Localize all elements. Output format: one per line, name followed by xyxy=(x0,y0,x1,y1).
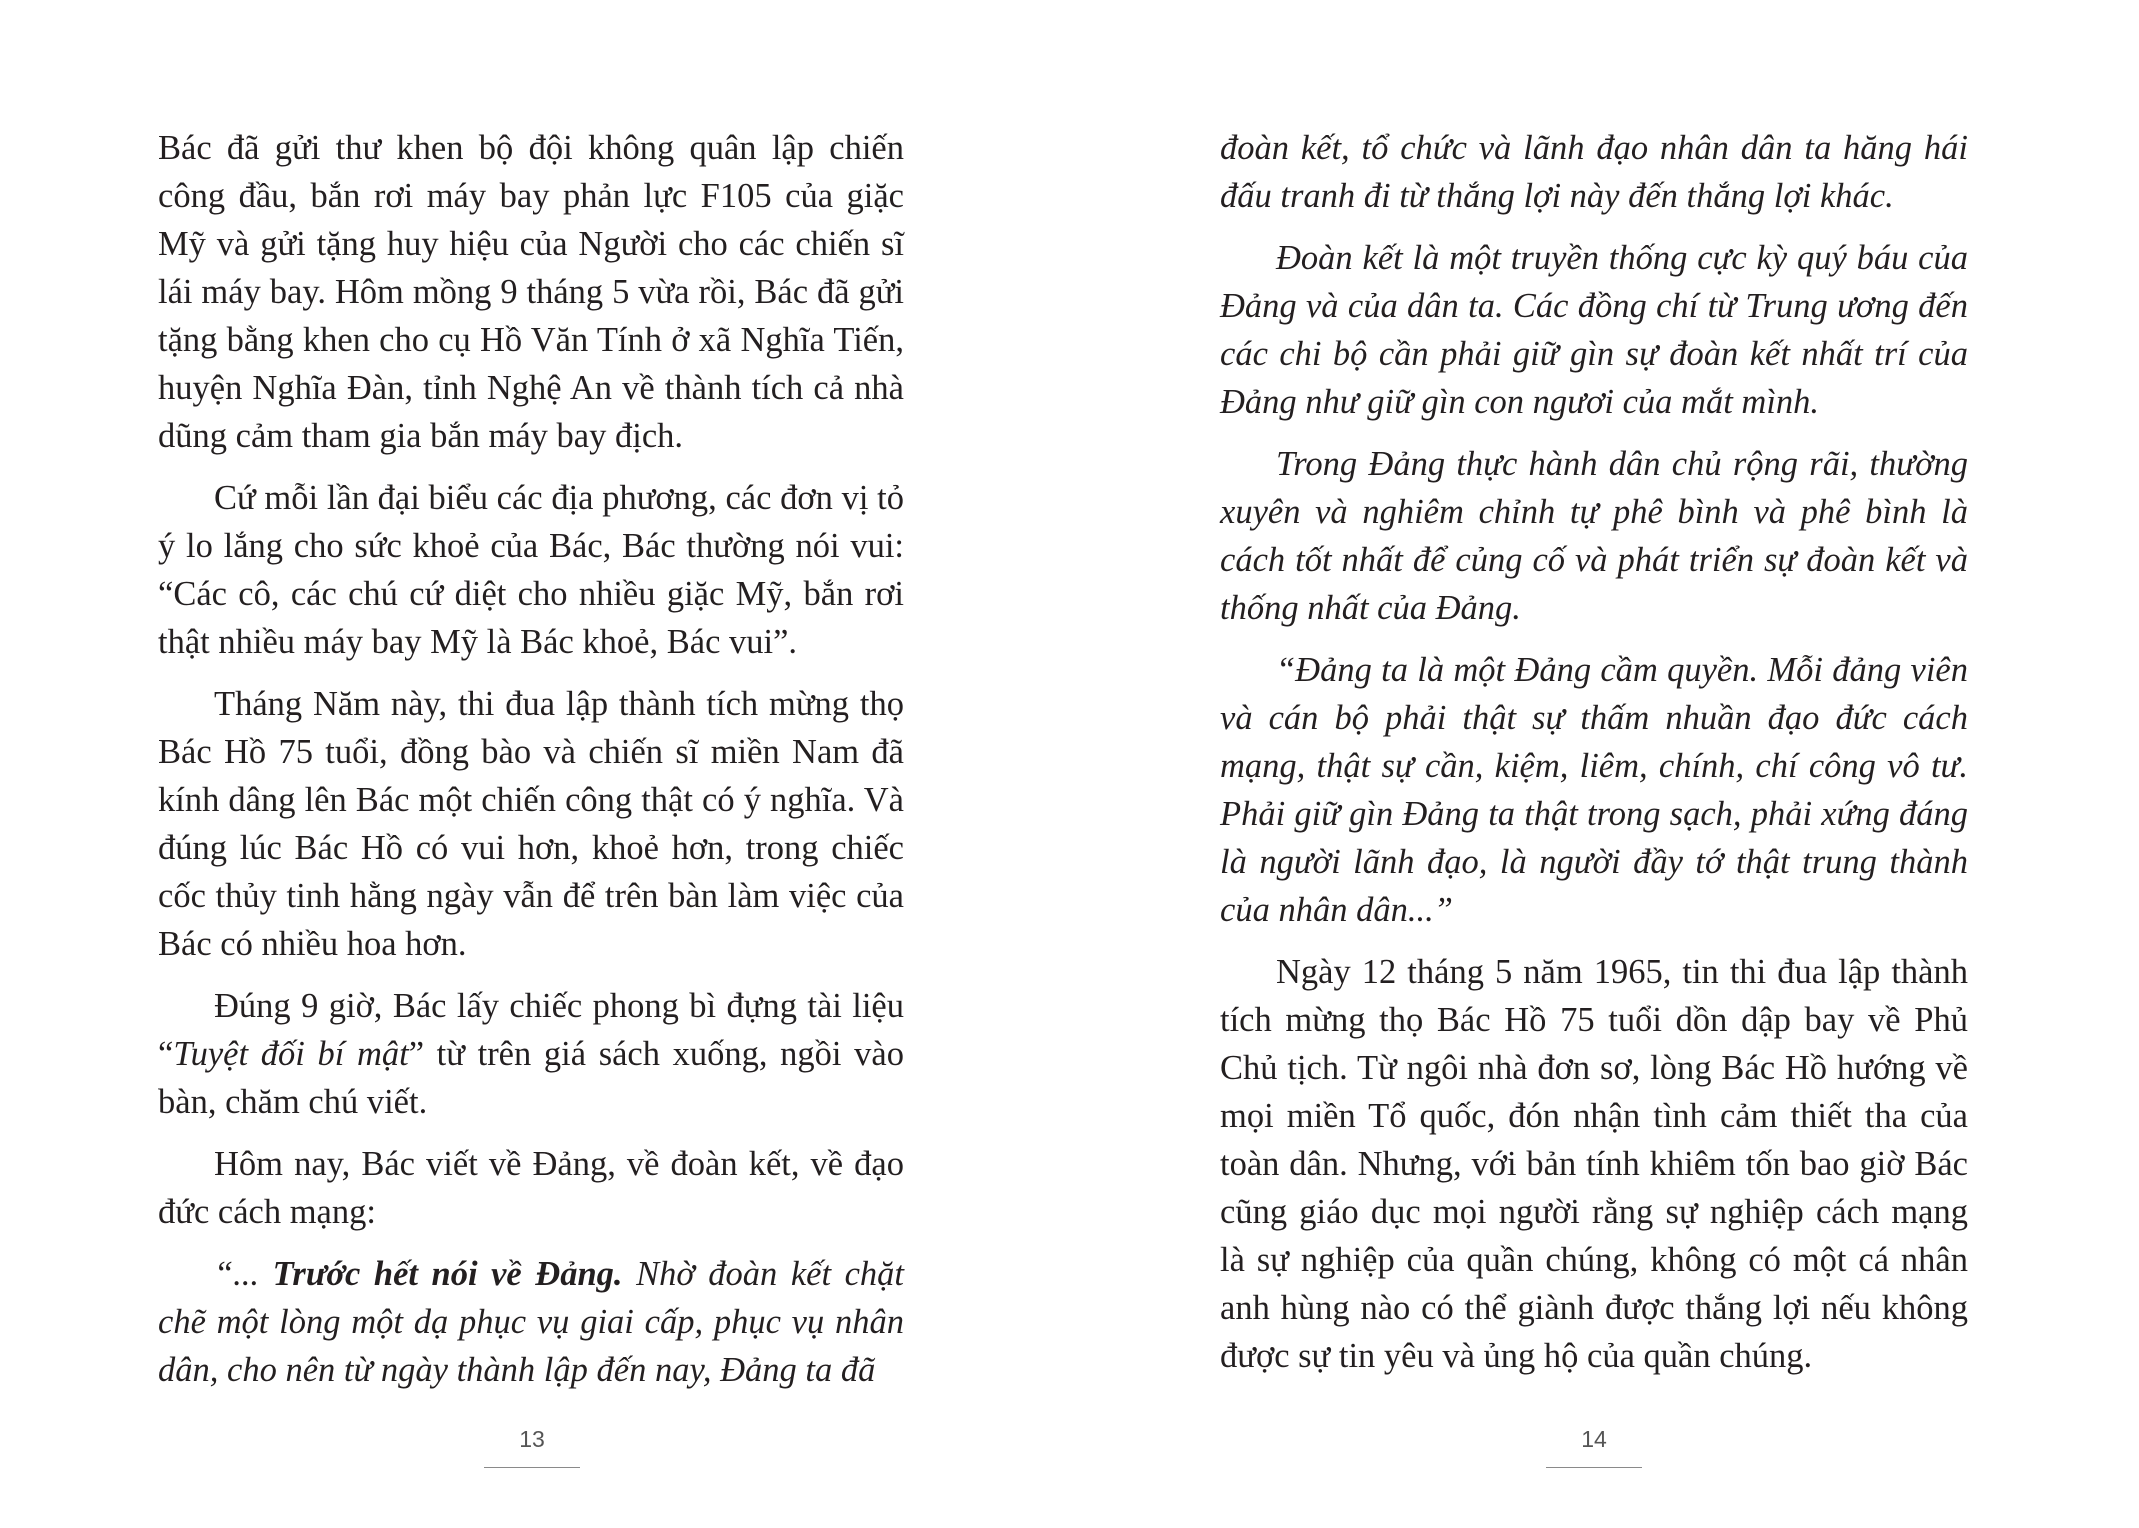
page-number-underline xyxy=(484,1467,580,1468)
left-paragraph-4 xyxy=(158,982,904,1126)
page-number-14: 14 xyxy=(1581,1426,1607,1452)
left-page xyxy=(158,124,904,1408)
left-paragraph-2: Cứ mỗi lần đại biểu các địa phương, các đơn vị tỏ ý lo lắng cho sức khoẻ của Bác, Bác thường nói vui: “Các cô, các chú cứ diệt cho nhiều giặc Mỹ, bắn rơi thật nhiều máy bay Mỹ là Bác khoẻ, Bác vui”. xyxy=(158,479,904,661)
page-number-left xyxy=(484,1426,580,1468)
right-italic-paragraph-4: “Đảng ta là một Đảng cầm quyền. Mỗi đảng viên và cán bộ phải thật sự thấm nhuần đạo đức cách mạng, thật sự cần, kiệm, liêm, chính, chí công vô tư. Phải giữ gìn Đảng ta thật trong sạch, phải xứng đáng là người lãnh đạo, là người đầy tớ thật trung thành của nhân dân...” xyxy=(1220,651,1968,929)
left-paragraph-6 xyxy=(158,1250,904,1394)
right-italic-paragraph-1: đoàn kết, tổ chức và lãnh đạo nhân dân ta hăng hái đấu tranh đi từ thắng lợi này đến thắng lợi khác. xyxy=(1220,129,1968,215)
page-number-13: 13 xyxy=(519,1426,545,1452)
right-page xyxy=(1220,124,1968,1394)
page-number-right xyxy=(1546,1426,1642,1468)
p6-rest: Nhờ đoàn kết chặt chẽ một lòng một dạ phục vụ giai cấp, phục vụ nhân dân, cho nên từ ngày thành lập đến nay, Đảng ta đã xyxy=(158,1255,904,1389)
left-paragraph-1: Bác đã gửi thư khen bộ đội không quân lập chiến công đầu, bắn rơi máy bay phản lực F105 của giặc Mỹ và gửi tặng huy hiệu của Người cho các chiến sĩ lái máy bay. Hôm mồng 9 tháng 5 vừa rồi, Bác đã gửi tặng bằng khen cho cụ Hồ Văn Tính ở xã Nghĩa Tiến, huyện Nghĩa Đàn, tỉnh Nghệ An về thành tích cả nhà dũng cảm tham gia bắn máy bay địch. xyxy=(158,129,904,455)
right-italic-paragraph-2: Đoàn kết là một truyền thống cực kỳ quý báu của Đảng và của dân ta. Các đồng chí từ Trung ương đến các chi bộ cần phải giữ gìn sự đoàn kết nhất trí của Đảng như giữ gìn con ngươi của mắt mình. xyxy=(1220,239,1968,421)
left-paragraph-5: Hôm nay, Bác viết về Đảng, về đoàn kết, về đạo đức cách mạng: xyxy=(158,1145,904,1231)
p4-italic-title: Tuyệt đối bí mật xyxy=(173,1035,409,1073)
left-paragraph-3: Tháng Năm này, thi đua lập thành tích mừng thọ Bác Hồ 75 tuổi, đồng bào và chiến sĩ miền Nam đã kính dâng lên Bác một chiến công thật có ý nghĩa. Và đúng lúc Bác Hồ có vui hơn, khoẻ hơn, trong chiếc cốc thủy tinh hằng ngày vẫn để trên bàn làm việc của Bác có nhiều hoa hơn. xyxy=(158,685,904,963)
right-paragraph-5: Ngày 12 tháng 5 năm 1965, tin thi đua lập thành tích mừng thọ Bác Hồ 75 tuổi dồn dập bay về Phủ Chủ tịch. Từ ngôi nhà đơn sơ, lòng Bác Hồ hướng về mọi miền Tổ quốc, đón nhận tình cảm thiết tha của toàn dân. Nhưng, với bản tính khiêm tốn bao giờ Bác cũng giáo dục mọi người rằng sự nghiệp cách mạng là sự nghiệp của quần chúng, không có một cá nhân anh hùng nào có thể giành được thắng lợi nếu không được sự tin yêu và ủng hộ của quần chúng. xyxy=(1220,953,1968,1375)
p4-tail: ” từ trên giá sách xuống, ngồi vào bàn, chăm chú viết. xyxy=(158,1035,904,1121)
page-number-underline xyxy=(1546,1467,1642,1468)
p6-bold-heading: Trước hết nói về Đảng. xyxy=(272,1255,623,1293)
p6-open-quote: “... xyxy=(214,1255,273,1293)
p4-lead: Đúng 9 giờ, Bác lấy chiếc phong bì đựng tài liệu “ xyxy=(158,987,904,1073)
right-italic-paragraph-3: Trong Đảng thực hành dân chủ rộng rãi, thường xuyên và nghiêm chỉnh tự phê bình và phê bình là cách tốt nhất để củng cố và phát triển sự đoàn kết và thống nhất của Đảng. xyxy=(1220,445,1968,627)
